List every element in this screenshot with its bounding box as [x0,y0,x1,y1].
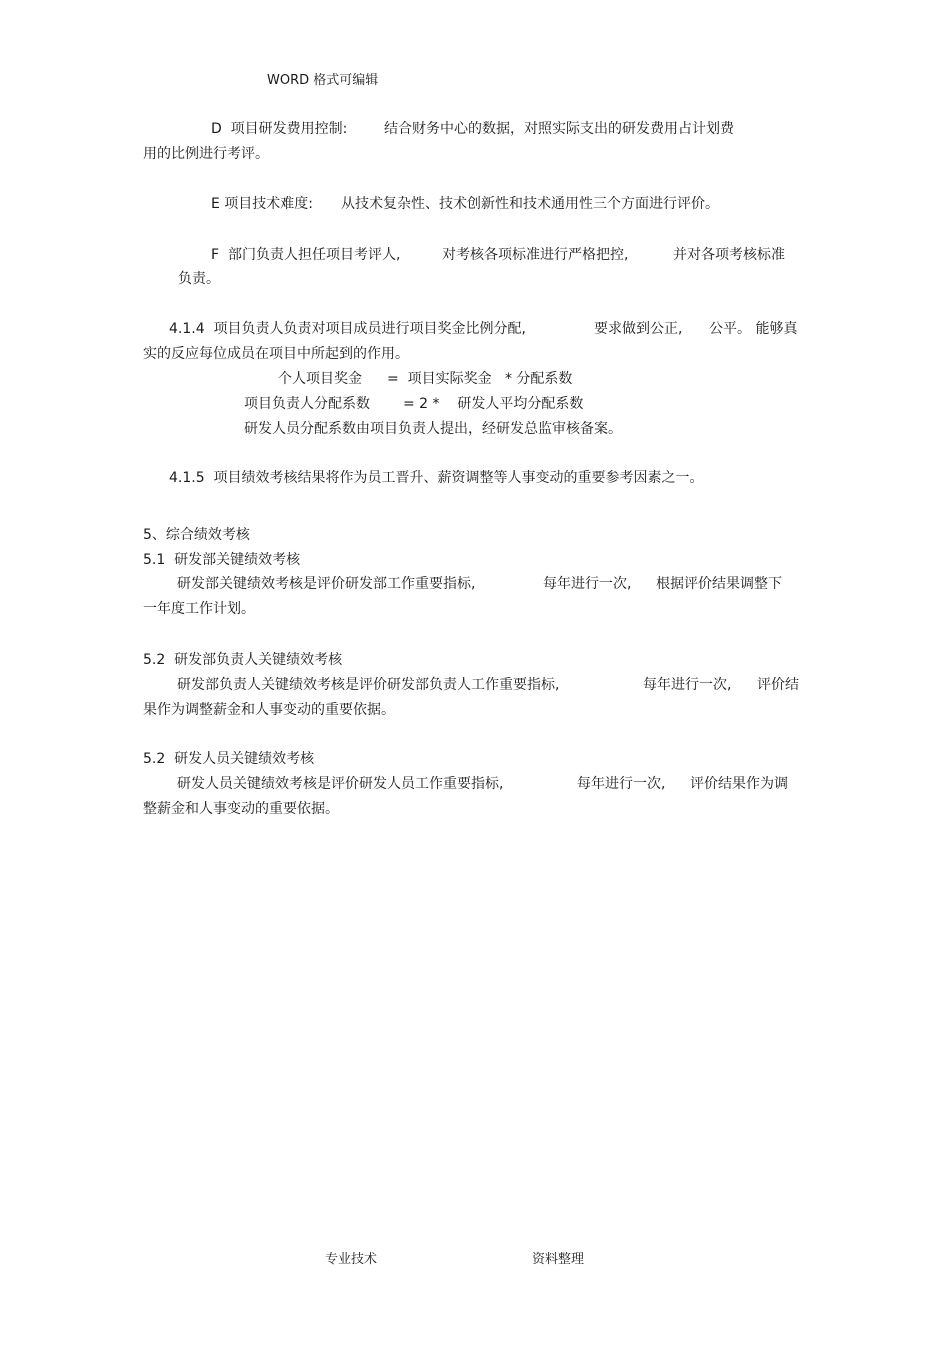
section-e-text: 从技术复杂性、技术创新性和技术通用性三个方面进行评价。 [341,196,719,212]
section-52b-part1: 研发人员关键绩效考核是评价研发人员工作重要指标, [177,776,504,792]
section-52a-part2: 每年进行一次, [643,677,732,693]
section-e-label: E 项目技术难度: [211,196,314,212]
section-52b-part2: 每年进行一次, [577,776,666,792]
section-5-heading: 5、综合绩效考核 [143,527,250,543]
section-f-part2: 对考核各项标准进行严格把控, [442,247,629,263]
section-52a-heading: 5.2 研发部负责人关键绩效考核 [143,652,343,668]
formula-personal-bonus-label: 个人项目奖金 [278,371,362,387]
section-415-text: 4.1.5 项目绩效考核结果将作为员工晋升、薪资调整等人事变动的重要参考因素之一。 [169,470,704,486]
section-51-part2: 每年进行一次, [543,576,632,592]
formula-personal-bonus-expr: = 项目实际奖金 * 分配系数 [387,371,573,387]
section-414-line2: 实的反应每位成员在项目中所起到的作用。 [143,346,409,362]
formula-coefficient-note: 研发人员分配系数由项目负责人提出，经研发总监审核备案。 [244,421,622,437]
page-header: WORD 格式可编辑 [267,73,379,88]
section-414-part3: 公平。 能够真 [709,321,798,337]
section-f-line2: 负责。 [178,271,220,287]
section-52b-heading: 5.2 研发人员关键绩效考核 [143,751,315,767]
section-d-line2: 用的比例进行考评。 [143,146,269,162]
section-f-part1: F 部门负责人担任项目考评人, [211,247,401,263]
section-52a-part3: 评价结 [757,677,799,693]
footer-right: 资料整理 [532,1252,585,1267]
section-52b-line2: 整薪金和人事变动的重要依据。 [143,801,339,817]
section-f-part3: 并对各项考核标准 [673,247,785,263]
section-52a-line2: 果作为调整薪金和人事变动的重要依据。 [143,702,395,718]
section-d-label: D 项目研发费用控制: [211,121,348,137]
section-51-part1: 研发部关键绩效考核是评价研发部工作重要指标, [177,576,476,592]
section-52a-part1: 研发部负责人关键绩效考核是评价研发部负责人工作重要指标, [177,677,560,693]
section-51-part3: 根据评价结果调整下 [656,576,782,592]
section-414-part1: 4.1.4 项目负责人负责对项目成员进行项目奖金比例分配, [169,321,526,337]
section-51-heading: 5.1 研发部关键绩效考核 [143,552,301,568]
section-414-part2: 要求做到公正, [594,321,683,337]
formula-lead-coefficient-expr: = 2 * 研发人平均分配系数 [403,396,584,412]
footer-left: 专业技术 [325,1252,378,1267]
formula-lead-coefficient-label: 项目负责人分配系数 [244,396,370,412]
section-d-text: 结合财务中心的数据，对照实际支出的研发费用占计划费 [384,121,734,137]
section-51-line2: 一年度工作计划。 [143,601,255,617]
section-52b-part3: 评价结果作为调 [690,776,788,792]
